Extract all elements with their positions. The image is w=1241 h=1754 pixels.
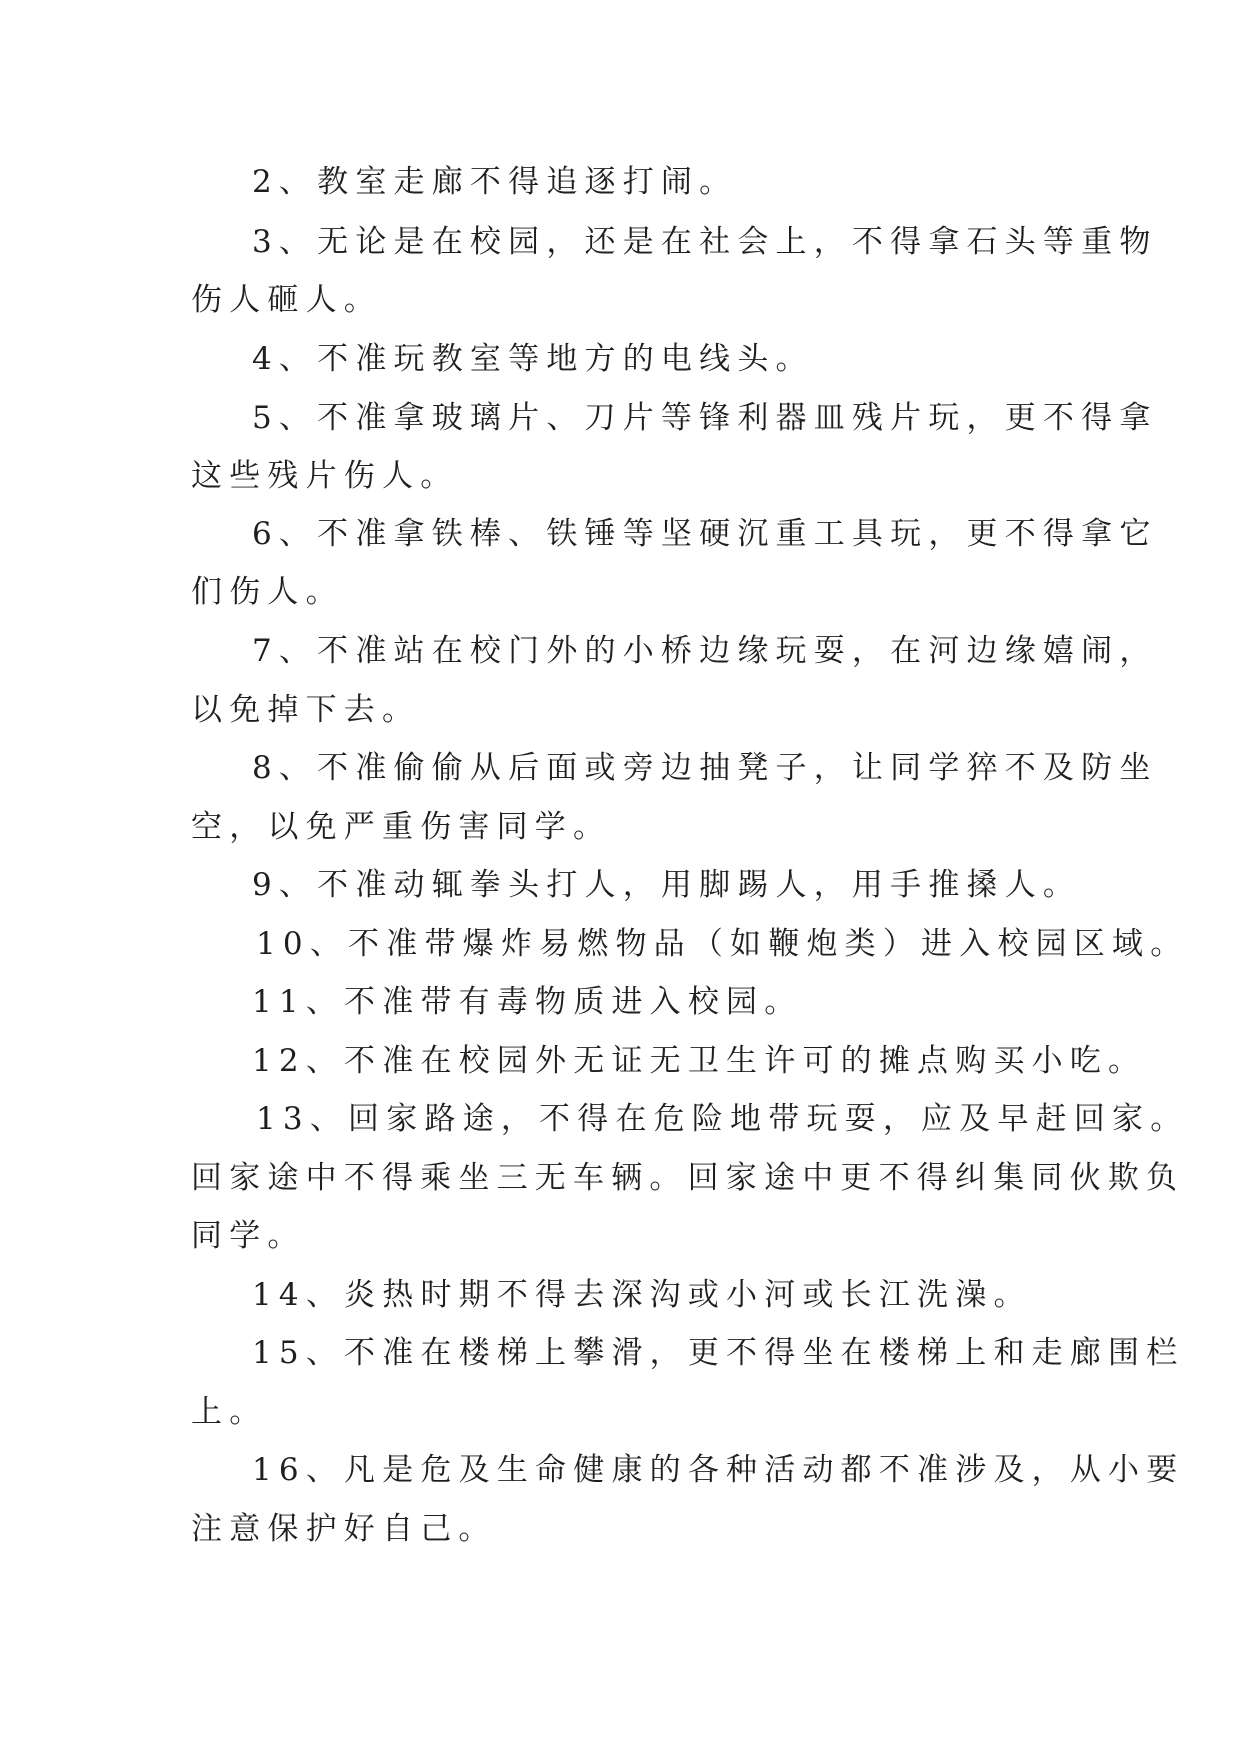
rule-5-continued: 这些残片伤人。 bbox=[191, 458, 459, 494]
rule-3: 3、无论是在校园，还是在社会上，不得拿石头等重物 bbox=[252, 224, 1158, 260]
rule-8: 8、不准偷偷从后面或旁边抽凳子，让同学猝不及防坐 bbox=[252, 750, 1158, 786]
rule-5: 5、不准拿玻璃片、刀片等锋利器皿残片玩，更不得拿 bbox=[252, 400, 1158, 436]
rule-8-continued: 空，以免严重伤害同学。 bbox=[191, 809, 612, 845]
rule-16-continued: 注意保护好自己。 bbox=[191, 1511, 497, 1547]
rule-2: 2、教室走廊不得追逐打闹。 bbox=[252, 164, 738, 200]
rule-13: 13、回家路途，不得在危险地带玩耍，应及早赶回家。 bbox=[256, 1101, 1189, 1137]
rule-4: 4、不准玩教室等地方的电线头。 bbox=[252, 341, 814, 377]
rule-10: 10、不准带爆炸易燃物品（如鞭炮类）进入校园区域。 bbox=[256, 926, 1189, 962]
rule-11: 11、不准带有毒物质进入校园。 bbox=[252, 984, 803, 1020]
rule-7: 7、不准站在校门外的小桥边缘玩耍，在河边缘嬉闹， bbox=[252, 633, 1158, 669]
rule-3-continued: 伤人砸人。 bbox=[191, 282, 382, 318]
rule-15: 15、不准在楼梯上攀滑，更不得坐在楼梯上和走廊围栏 bbox=[252, 1335, 1185, 1371]
rule-13-continued-2: 同学。 bbox=[191, 1218, 306, 1254]
rule-14: 14、炎热时期不得去深沟或小河或长江洗澡。 bbox=[252, 1277, 1032, 1313]
rule-13-continued: 回家途中不得乘坐三无车辆。回家途中更不得纠集同伙欺负 bbox=[191, 1160, 1185, 1196]
rule-16: 16、凡是危及生命健康的各种活动都不准涉及，从小要 bbox=[252, 1452, 1185, 1488]
rule-9: 9、不准动辄拳头打人，用脚踢人，用手推搡人。 bbox=[252, 867, 1082, 903]
rule-6-continued: 们伤人。 bbox=[191, 574, 344, 610]
rule-12: 12、不准在校园外无证无卫生许可的摊点购买小吃。 bbox=[252, 1043, 1147, 1079]
rule-7-continued: 以免掉下去。 bbox=[191, 692, 421, 728]
rule-15-continued: 上。 bbox=[191, 1394, 268, 1430]
rule-6: 6、不准拿铁棒、铁锤等坚硬沉重工具玩，更不得拿它 bbox=[252, 516, 1158, 552]
